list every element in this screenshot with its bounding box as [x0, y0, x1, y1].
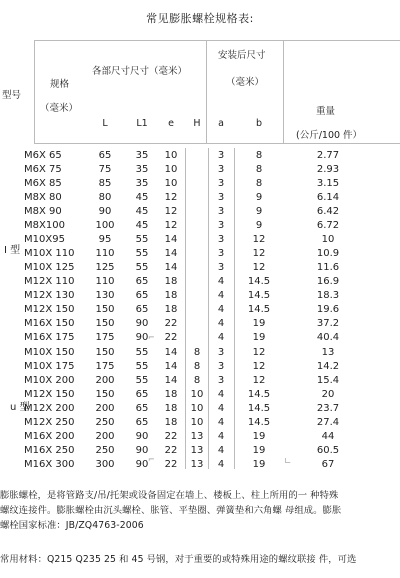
cell-a: 4 [217, 290, 225, 301]
cell-a: 4 [217, 431, 225, 442]
cell-b: 19 [252, 318, 266, 329]
table-row [0, 389, 400, 403]
cell-L: 250 [95, 445, 115, 456]
table-row [0, 234, 400, 248]
cell-a: 4 [217, 417, 225, 428]
cell-L: 300 [95, 459, 115, 470]
cell-H: 8 [193, 375, 201, 386]
table-row [0, 150, 400, 164]
cell-a: 4 [217, 332, 225, 343]
cell-a: 4 [217, 445, 225, 456]
cell-w: 2.93 [316, 164, 340, 175]
cell-w: 67 [321, 459, 335, 470]
cell-spec: M8X 90 [24, 206, 62, 217]
cell-spec: M12X 200 [24, 403, 75, 414]
header-divider-left [34, 40, 35, 143]
cell-H: 8 [193, 361, 201, 372]
cell-e: 18 [164, 290, 178, 301]
weight-unit-header: (公斤/100 件） [296, 130, 363, 141]
cell-e: 10 [164, 178, 178, 189]
dims-header: 各部尺寸尺寸（毫米） [92, 66, 188, 77]
cell-spec: M16X 200 [24, 431, 75, 442]
cell-spec: M12X 150 [24, 389, 75, 400]
cell-L: 80 [98, 192, 112, 203]
type-label-U: u 型 [10, 402, 30, 413]
table-row [0, 206, 400, 220]
cell-L1: 55 [135, 248, 149, 259]
cell-a: 3 [217, 220, 225, 231]
cell-w: 3.15 [316, 178, 340, 189]
cell-L1: 35 [135, 178, 149, 189]
cell-b: 12 [252, 361, 266, 372]
cell-e: 18 [164, 304, 178, 315]
cell-H: 13 [190, 459, 204, 470]
cell-L1: 35 [135, 164, 149, 175]
cell-e: 18 [164, 417, 178, 428]
cell-spec: M8X 80 [24, 192, 62, 203]
cell-w: 16.9 [316, 276, 340, 287]
table-row [0, 290, 400, 304]
table-row [0, 304, 400, 318]
cell-w: 40.4 [316, 332, 340, 343]
table-row [0, 445, 400, 459]
cell-w: 37.2 [316, 318, 340, 329]
cell-L1: 90 [135, 318, 149, 329]
cell-L: 110 [95, 248, 115, 259]
cell-L: 65 [98, 150, 112, 161]
cell-w: 10 [321, 234, 335, 245]
cell-spec: M10X 150 [24, 347, 75, 358]
cell-a: 3 [217, 178, 225, 189]
type-header: 型号 [2, 90, 22, 101]
description-line-3: 螺栓国家标准：JB/ZQ4763-2006 [0, 520, 144, 531]
cell-b: 8 [255, 178, 263, 189]
cell-b: 14.5 [247, 290, 271, 301]
cell-w: 6.14 [316, 192, 340, 203]
cell-w: 6.72 [316, 220, 340, 231]
cell-e: 18 [164, 276, 178, 287]
cell-w: 18.3 [316, 290, 340, 301]
cell-a: 3 [217, 347, 225, 358]
materials-line-1: 常用材料：Q215 Q235 25 和 45 号钢，对于重要的或特殊用途的螺纹联接 件，可选 [0, 554, 357, 565]
cell-a: 3 [217, 262, 225, 273]
cell-H: 10 [190, 403, 204, 414]
table-row [0, 361, 400, 375]
cell-e: 10 [164, 164, 178, 175]
install-unit-header: （毫米） [226, 77, 265, 88]
cell-spec: M16X 250 [24, 445, 75, 456]
cell-w: 15.4 [316, 375, 340, 386]
cell-spec: M10X 175 [24, 361, 75, 372]
cell-spec: M16X 175 [24, 332, 75, 343]
cell-L: 95 [98, 234, 112, 245]
table-row [0, 178, 400, 192]
table-row [0, 375, 400, 389]
cell-e: 12 [164, 192, 178, 203]
type-label-I: I 型 [4, 245, 21, 256]
cell-e: 12 [164, 206, 178, 217]
col-header-e: e [168, 118, 174, 129]
table-row [0, 164, 400, 178]
table-row [0, 459, 400, 473]
cell-L: 125 [95, 262, 115, 273]
spec-unit-header: （毫米） [40, 103, 79, 114]
header-bottom-line [34, 143, 400, 144]
table-row [0, 262, 400, 276]
cell-w: 19.6 [316, 304, 340, 315]
cell-spec: M12X 110 [24, 276, 75, 287]
cell-e: 14 [164, 248, 178, 259]
cell-e: 12 [164, 220, 178, 231]
header-top-line [34, 40, 400, 41]
cell-L: 75 [98, 164, 112, 175]
cell-b: 14.5 [247, 304, 271, 315]
cell-spec: M6X 65 [24, 150, 62, 161]
cell-H: 10 [190, 389, 204, 400]
cell-a: 3 [217, 164, 225, 175]
cell-H: 13 [190, 445, 204, 456]
cell-L1: 90 [135, 332, 149, 343]
text-cursor-icon: ⌐ [148, 333, 155, 342]
cell-e: 14 [164, 262, 178, 273]
cell-a: 4 [217, 276, 225, 287]
cell-spec: M12X 250 [24, 417, 75, 428]
cell-e: 14 [164, 234, 178, 245]
cell-L: 175 [95, 332, 115, 343]
cell-a: 3 [217, 234, 225, 245]
spec-header: 规格 [50, 79, 70, 90]
description-line-2: 螺纹连接件。膨胀螺栓由沉头螺栓、胀管、平垫圈、弹簧垫和六角螺 母组成。膨胀 [0, 505, 342, 516]
cell-a: 3 [217, 248, 225, 259]
cell-L1: 45 [135, 206, 149, 217]
cell-a: 3 [217, 361, 225, 372]
cell-w: 44 [321, 431, 335, 442]
cell-L: 175 [95, 361, 115, 372]
cell-L: 250 [95, 417, 115, 428]
cell-b: 14.5 [247, 389, 271, 400]
cell-e: 22 [164, 318, 178, 329]
cell-L: 200 [95, 375, 115, 386]
cell-w: 11.6 [316, 262, 340, 273]
cell-b: 19 [252, 459, 266, 470]
cell-L: 150 [95, 347, 115, 358]
cell-w: 20 [321, 389, 335, 400]
cell-L1: 90 [135, 445, 149, 456]
table-row [0, 347, 400, 361]
cell-a: 3 [217, 192, 225, 203]
cell-L1: 65 [135, 403, 149, 414]
cell-L1: 65 [135, 290, 149, 301]
cell-e: 18 [164, 389, 178, 400]
cell-L1: 55 [135, 375, 149, 386]
cell-b: 12 [252, 347, 266, 358]
cell-b: 14.5 [247, 403, 271, 414]
col-header-L: L [102, 118, 108, 129]
col-header-H: H [193, 118, 201, 129]
cell-H: 10 [190, 417, 204, 428]
cell-e: 22 [164, 332, 178, 343]
cell-w: 13 [321, 347, 335, 358]
cell-L1: 65 [135, 304, 149, 315]
cell-b: 12 [252, 375, 266, 386]
cell-spec: M10X95 [24, 234, 65, 245]
cell-b: 8 [255, 150, 263, 161]
cell-b: 12 [252, 234, 266, 245]
cell-a: 3 [217, 375, 225, 386]
cell-w: 10.9 [316, 248, 340, 259]
cell-L1: 65 [135, 417, 149, 428]
cell-b: 14.5 [247, 417, 271, 428]
cell-a: 4 [217, 459, 225, 470]
cell-w: 6.42 [316, 206, 340, 217]
cell-L1: 35 [135, 150, 149, 161]
cell-w: 14.2 [316, 361, 340, 372]
cell-L1: 90 [135, 459, 149, 470]
cell-b: 9 [255, 220, 263, 231]
cell-L: 100 [95, 220, 115, 231]
cell-w: 27.4 [316, 417, 340, 428]
cell-b: 19 [252, 332, 266, 343]
cell-a: 4 [217, 403, 225, 414]
header-divider-weight [283, 40, 284, 143]
cell-spec: M16X 150 [24, 318, 75, 329]
cell-spec: M10X 200 [24, 375, 75, 386]
cell-L: 150 [95, 318, 115, 329]
table-row [0, 220, 400, 234]
cell-L: 110 [95, 276, 115, 287]
cell-L1: 45 [135, 220, 149, 231]
cell-spec: M16X 300 [24, 459, 75, 470]
col-header-a: a [218, 118, 224, 129]
cell-b: 19 [252, 431, 266, 442]
cell-b: 12 [252, 248, 266, 259]
cell-a: 3 [217, 150, 225, 161]
description-line-1: 膨胀螺栓，是将管路支/吊/托架或设备固定在墙上、楼板上、柱上所用的一 种特殊 [0, 490, 339, 501]
cell-e: 10 [164, 150, 178, 161]
cell-b: 12 [252, 262, 266, 273]
cell-L1: 65 [135, 276, 149, 287]
col-header-b: b [255, 118, 263, 129]
table-row [0, 417, 400, 431]
cell-L: 90 [98, 206, 112, 217]
cell-L: 130 [95, 290, 115, 301]
cell-b: 19 [252, 445, 266, 456]
cell-a: 4 [217, 304, 225, 315]
cell-L: 85 [98, 178, 112, 189]
cell-spec: M8X100 [24, 220, 65, 231]
cell-L: 200 [95, 403, 115, 414]
cell-a: 4 [217, 318, 225, 329]
table-row [0, 431, 400, 445]
table-row [0, 192, 400, 206]
cell-b: 8 [255, 164, 263, 175]
cell-w: 23.7 [316, 403, 340, 414]
cell-L1: 65 [135, 389, 149, 400]
table-row [0, 332, 400, 346]
table-row [0, 403, 400, 417]
cell-H: 13 [190, 431, 204, 442]
cell-spec: M6X 75 [24, 164, 62, 175]
cell-L1: 90 [135, 431, 149, 442]
cell-b: 9 [255, 206, 263, 217]
text-cursor-icon: ⌐ [148, 455, 155, 464]
cell-spec: M12X 130 [24, 290, 75, 301]
cell-L1: 55 [135, 347, 149, 358]
cell-e: 18 [164, 403, 178, 414]
cell-e: 14 [164, 347, 178, 358]
cell-w: 60.5 [316, 445, 340, 456]
col-header-L1: L1 [136, 118, 148, 129]
cell-a: 3 [217, 206, 225, 217]
corner-mark-icon: ∟ [284, 457, 292, 467]
cell-w: 2.77 [316, 150, 340, 161]
cell-a: 4 [217, 389, 225, 400]
cell-e: 22 [164, 459, 178, 470]
page-title: 常见膨胀螺栓规格表: [146, 12, 254, 25]
table-row [0, 276, 400, 290]
cell-L1: 55 [135, 361, 149, 372]
weight-header: 重量 [316, 106, 336, 117]
cell-L: 150 [95, 304, 115, 315]
cell-e: 22 [164, 431, 178, 442]
table-row [0, 318, 400, 332]
cell-L1: 55 [135, 234, 149, 245]
table-row [0, 248, 400, 262]
cell-H: 8 [193, 347, 201, 358]
cell-spec: M10X 110 [24, 248, 75, 259]
cell-spec: M6X 85 [24, 178, 62, 189]
cell-spec: M10X 125 [24, 262, 75, 273]
install-header: 安装后尺寸 [218, 50, 266, 61]
cell-e: 14 [164, 375, 178, 386]
cell-e: 22 [164, 445, 178, 456]
cell-L1: 55 [135, 262, 149, 273]
cell-b: 14.5 [247, 276, 271, 287]
cell-L1: 45 [135, 192, 149, 203]
cell-L: 200 [95, 431, 115, 442]
cell-L: 150 [95, 389, 115, 400]
cell-b: 9 [255, 192, 263, 203]
cell-spec: M12X 150 [24, 304, 75, 315]
cell-e: 14 [164, 361, 178, 372]
